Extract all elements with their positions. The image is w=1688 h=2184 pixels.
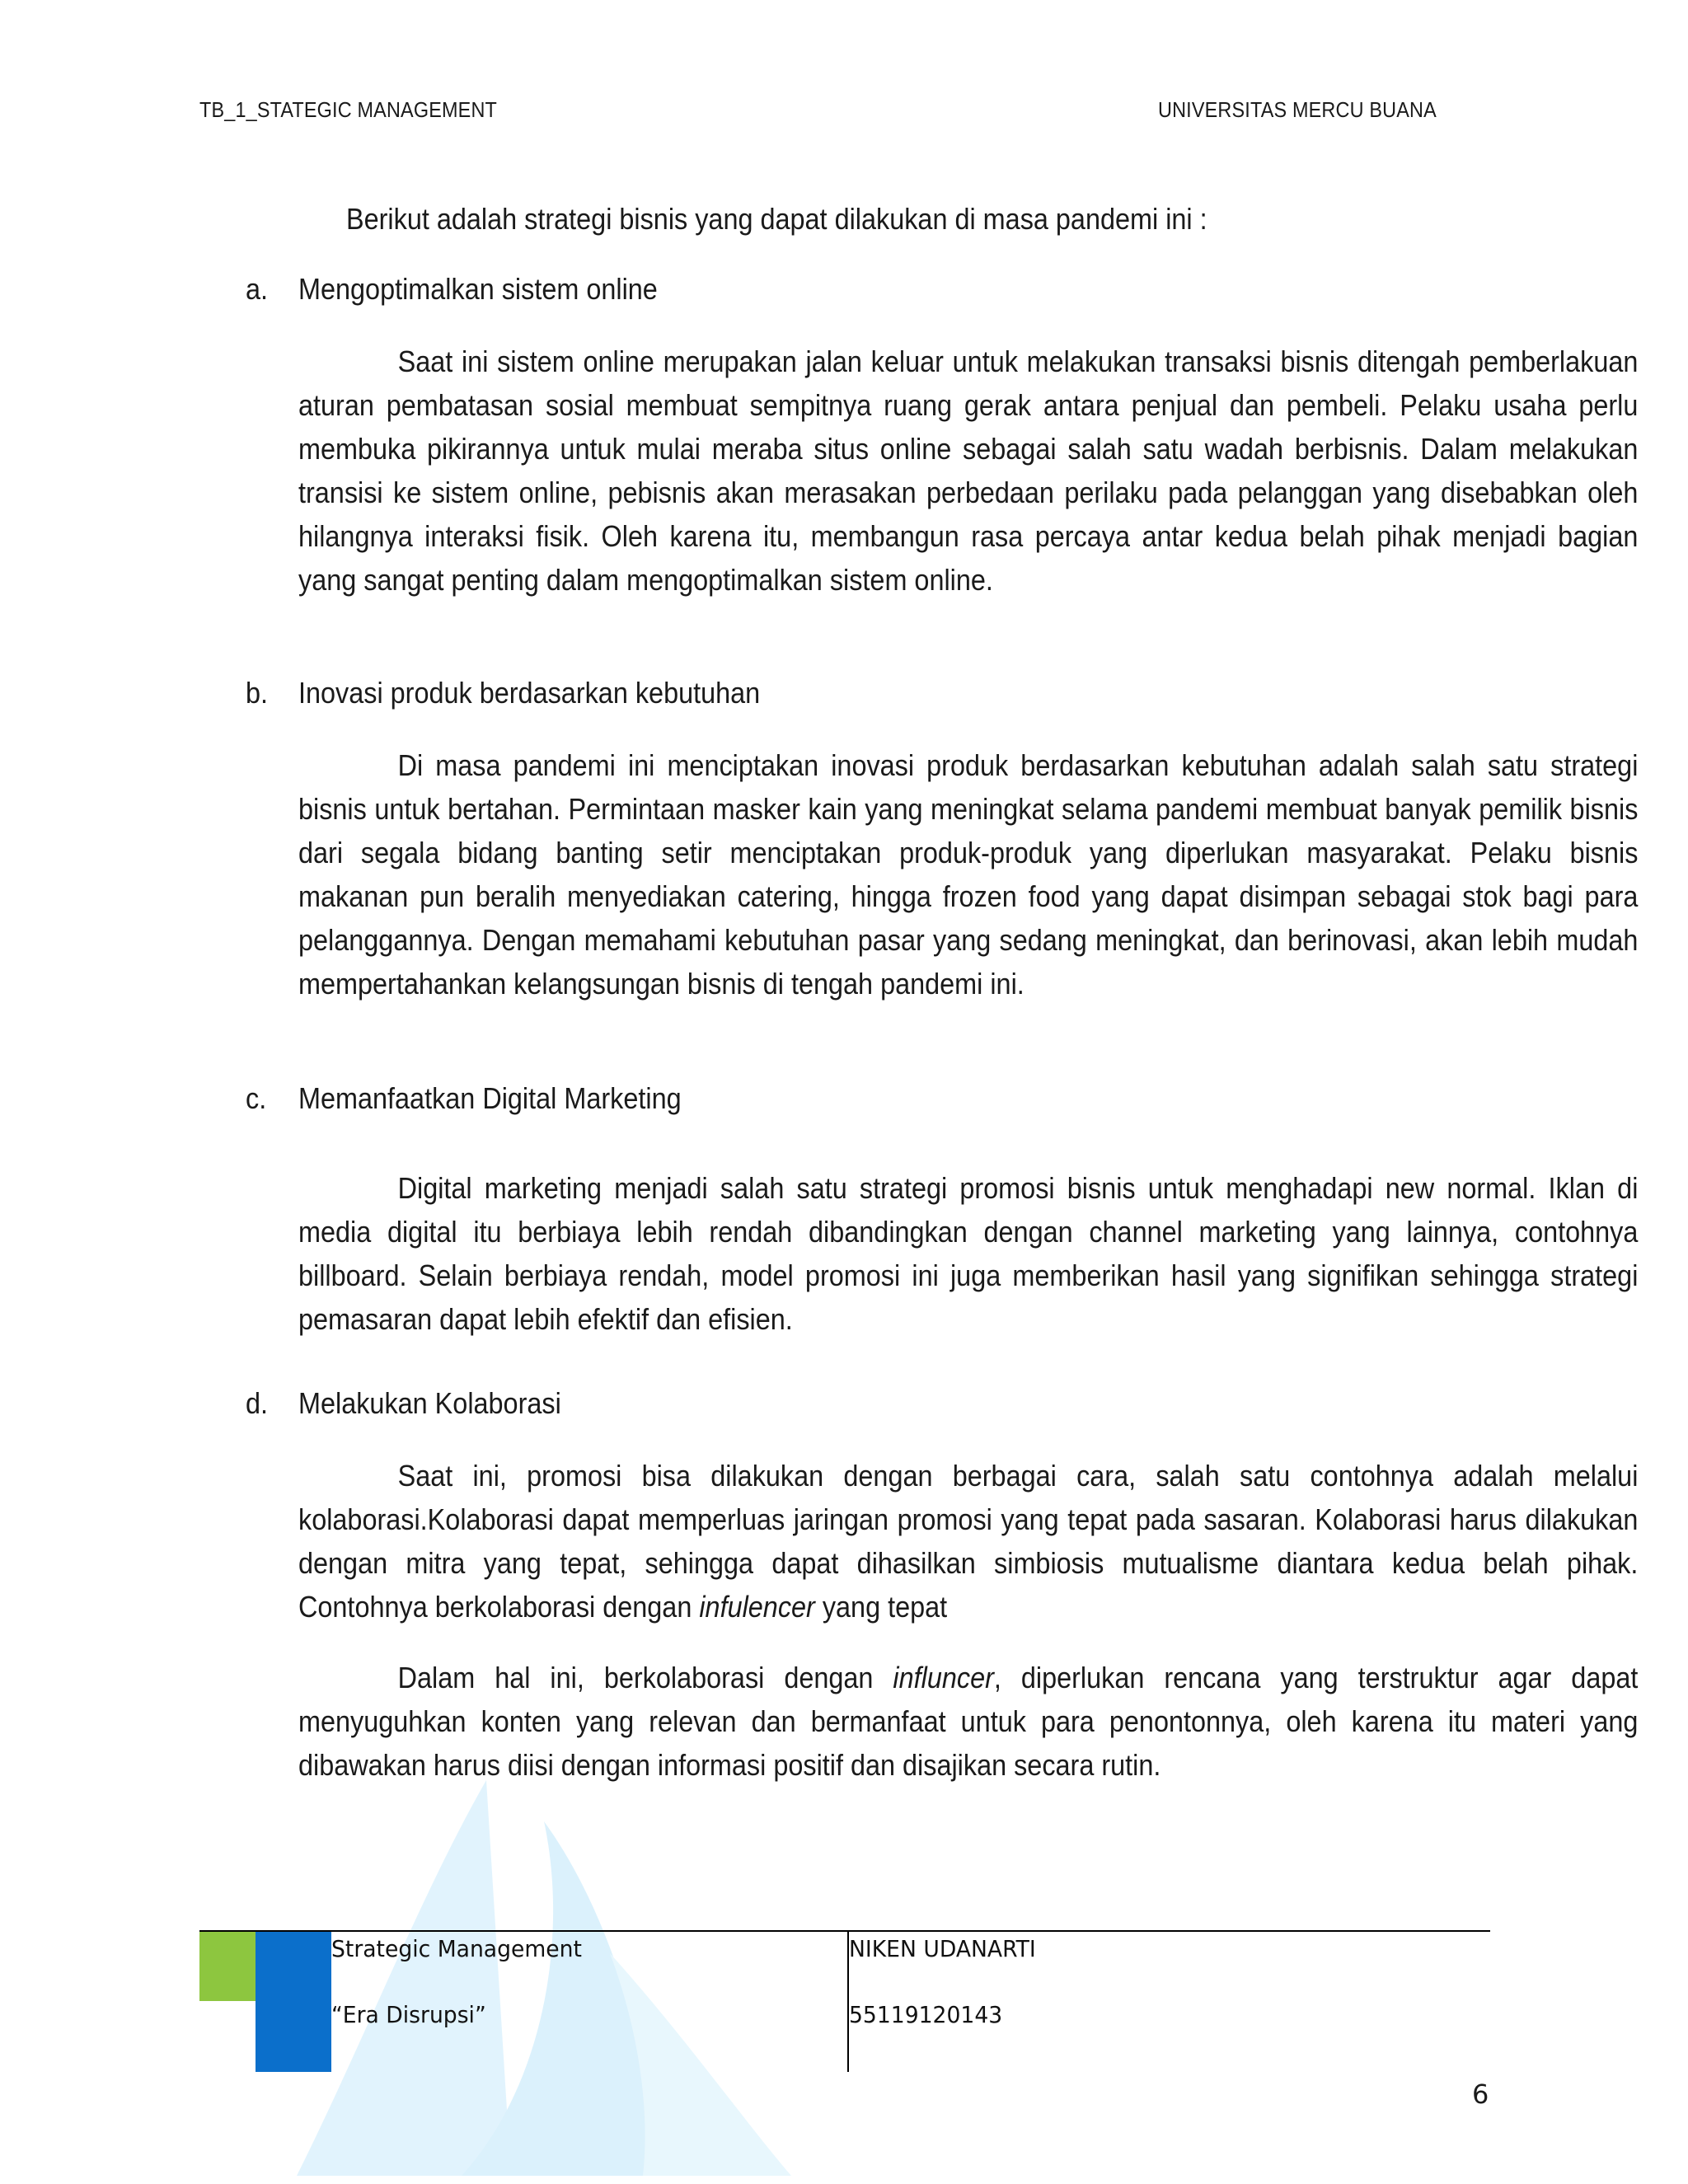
header-document-code: TB_1_STATEGIC MANAGEMENT: [199, 97, 498, 122]
item-c-title: Memanfaatkan Digital Marketing: [298, 1081, 682, 1115]
item-d-paragraph-text-1: Saat ini, promosi bisa dilakukan dengan berbagai cara, salah satu contohnya adalah melalui kolaborasi.Kolaborasi dapat memperluas jaringan promosi yang tepat pada sasaran. Kolaborasi harus dilakukan dengan mitra yang tepat, sehingga dapat dihasilkan simbiosis mutualisme diantara kedua belah pihak. Contohnya berkolaborasi dengan: [298, 1459, 1639, 1624]
page-number: 6: [1472, 2079, 1489, 2110]
item-a-paragraph: Saat ini sistem online merupakan jalan keluar untuk melakukan transaksi bisnis ditengah pemberlakuan aturan pembatasan sosial membuat sempitnya ruang gerak antara penjual dan pembeli. Pelaku usaha perlu membuka pikirannya untuk mulai meraba situs online sebagai salah satu wadah berbisnis. Dalam melakukan transisi ke sistem online, pebisnis akan merasakan perbedaan perilaku pada pelanggan yang disebabkan oleh hilangnya interaksi fisik. Oleh karena itu, membangun rasa percaya antar kedua belah pihak menjadi bagian yang sangat penting dalam mengoptimalkan sistem online.: [298, 344, 1639, 597]
item-d-title: Melakukan Kolaborasi: [298, 1386, 561, 1420]
item-d-paragraph: [298, 1454, 1638, 1629]
item-d-paragraph-text-2: yang tepat: [814, 1590, 948, 1624]
item-d-paragraph-2-emphasis: influncer: [893, 1661, 994, 1694]
item-d-letter: d.: [246, 1386, 269, 1420]
footer-rule: [199, 1930, 1490, 1932]
footer-green-block: [199, 1932, 256, 2001]
item-d-paragraph-2-text-2: , diperlukan rencana yang terstruktur agar dapat menyuguhkan konten yang relevan dan bermanfaat untuk para penontonnya, oleh karena itu materi yang dibawakan harus diisi dengan informasi positif dan disajikan secara rutin.: [298, 1661, 1639, 1782]
header-university: UNIVERSITAS MERCU BUANA: [1158, 97, 1437, 122]
footer-student-id: 55119120143: [849, 2001, 1003, 2028]
item-a-title: Mengoptimalkan sistem online: [298, 272, 658, 306]
item-d-paragraph-emphasis: infulencer: [699, 1590, 815, 1624]
item-c-paragraph: Digital marketing menjadi salah satu strategi promosi bisnis untuk menghadapi new normal. Iklan di media digital itu berbiaya lebih rendah dibandingkan dengan channel marketing yang lainnya, contohnya billboard. Selain berbiaya rendah, model promosi ini juga memberikan hasil yang signifikan sehingga strategi pemasaran dapat lebih efektif dan efisien.: [298, 1171, 1639, 1336]
footer-blue-block: [256, 1932, 331, 2072]
footer-course: Strategic Management: [331, 1935, 582, 1962]
item-c-letter: c.: [246, 1081, 267, 1115]
item-d-paragraph-2-text-1: Dalam hal ini, berkolaborasi dengan: [397, 1661, 893, 1694]
watermark-sail-logo: [297, 1772, 791, 2176]
footer-subtitle: “Era Disrupsi”: [331, 2001, 486, 2028]
item-b-letter: b.: [246, 676, 269, 710]
intro-text: Berikut adalah strategi bisnis yang dapat dilakukan di masa pandemi ini :: [346, 202, 1207, 236]
item-b-title: Inovasi produk berdasarkan kebutuhan: [298, 676, 761, 710]
item-a-letter: a.: [246, 272, 269, 306]
item-b-paragraph: Di masa pandemi ini menciptakan inovasi produk berdasarkan kebutuhan adalah salah satu strategi bisnis untuk bertahan. Permintaan masker kain yang meningkat selama pandemi membuat banyak pemilik bisnis dari segala bidang banting setir menciptakan produk-produk yang diperlukan masyarakat. Pelaku bisnis makanan pun beralih menyediakan catering, hingga frozen food yang dapat disimpan sebagai stok bagi para pelanggannya. Dengan memahami kebutuhan pasar yang sedang meningkat, dan berinovasi, akan lebih mudah mempertahankan kelangsungan bisnis di tengah pandemi ini.: [298, 748, 1639, 1001]
item-d-paragraph-2: [298, 1656, 1638, 1787]
footer-student-name: NIKEN UDANARTI: [849, 1935, 1036, 1962]
